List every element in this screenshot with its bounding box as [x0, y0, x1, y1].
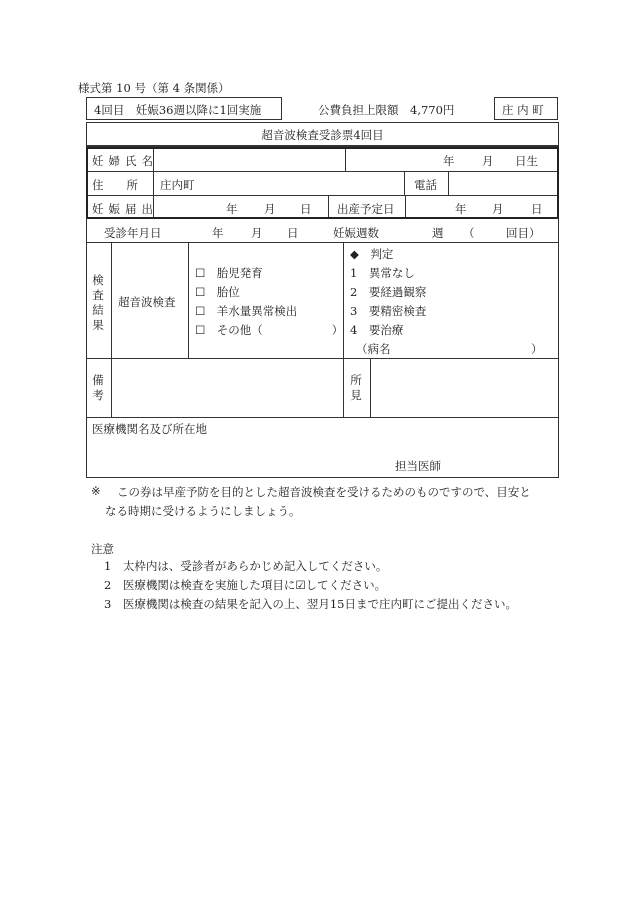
doctor-label: 担当医師: [395, 459, 441, 473]
due-month: 月: [492, 202, 504, 216]
note-line-1: この券は早産予防を目的とした超音波検査を受けるためのものですので、目安と: [117, 485, 531, 499]
divider: [86, 417, 559, 418]
form-number: 様式第 10 号（第 4 条関係）: [78, 81, 230, 95]
due-date-label: 出産予定日: [337, 202, 395, 216]
judgment-option[interactable]: 3 要精密検査: [350, 304, 427, 318]
institution-label: 医療機関名及び所在地: [92, 422, 207, 436]
divider: [345, 149, 346, 171]
name-label: 妊婦氏名: [92, 154, 158, 168]
divider: [88, 195, 557, 196]
result-section-label: 検査結果: [92, 273, 104, 332]
cost-limit: 公費負担上限額 4,770円: [318, 103, 455, 117]
due-day: 日: [531, 202, 543, 216]
divider: [448, 172, 449, 195]
form-title: 超音波検査受診票4回目: [261, 128, 384, 142]
birth-month: 月: [482, 154, 494, 168]
check-fetal-growth[interactable]: ☐ 胎児発育: [195, 266, 263, 280]
visit-info: 4回目 妊娠36週以降に1回実施: [94, 103, 262, 117]
divider: [86, 242, 559, 243]
visit-date-label: 受診年月日: [104, 226, 162, 240]
week-unit: 週: [432, 226, 444, 240]
note-mark: ※: [91, 484, 101, 498]
check-amniotic-fluid[interactable]: ☐ 羊水量異常検出: [195, 304, 298, 318]
disease-open: （病名: [356, 342, 391, 356]
divider: [86, 358, 559, 359]
weeks-label: 妊娠週数: [333, 226, 379, 240]
divider: [370, 358, 371, 417]
divider: [328, 196, 329, 217]
divider: [111, 242, 112, 417]
times-close: 回目）: [506, 226, 541, 240]
address-value: 庄内町: [160, 178, 195, 192]
visit-month: 月: [251, 226, 263, 240]
divider: [188, 242, 189, 358]
note-line-2: なる時期に受けるようにしましょう。: [105, 504, 301, 518]
exam-name: 超音波検査: [118, 295, 176, 309]
judgment-option[interactable]: 2 要経過観察: [350, 285, 427, 299]
caution-item: 1 太枠内は、受診者があらかじめ記入してください。: [104, 559, 388, 573]
check-fetal-position[interactable]: ☐ 胎位: [195, 285, 240, 299]
remarks-label: 備考: [92, 373, 104, 402]
caution-item: 3 医療機関は検査の結果を記入の上、翌月15日まで庄内町にご提出ください。: [104, 597, 517, 611]
check-other[interactable]: ☐ その他（ ）: [195, 323, 344, 337]
disease-close: ）: [531, 342, 543, 356]
caution-title: 注意: [91, 542, 114, 556]
report-year: 年: [226, 202, 238, 216]
visit-year: 年: [212, 226, 224, 240]
divider: [404, 172, 405, 195]
caution-item: 2 医療機関は検査を実施した項目に☑してください。: [104, 578, 387, 592]
report-month: 月: [264, 202, 276, 216]
birth-suffix: 日生: [515, 154, 538, 168]
findings-label: 所見: [350, 373, 362, 402]
pregnancy-report-label: 妊娠届出: [92, 202, 158, 216]
divider: [405, 196, 406, 217]
birth-year: 年: [443, 154, 455, 168]
times-open: （: [463, 226, 475, 240]
judgment-option[interactable]: 1 異常なし: [350, 266, 415, 280]
phone-label: 電話: [414, 178, 437, 192]
municipality: 庄 内 町: [502, 103, 544, 117]
report-day: 日: [300, 202, 312, 216]
address-label: 住 所: [92, 178, 138, 192]
judgment-option[interactable]: 4 要治療: [350, 323, 404, 337]
visit-day: 日: [287, 226, 299, 240]
judgment-label: ◆ 判定: [350, 247, 394, 261]
divider: [88, 171, 557, 172]
due-year: 年: [455, 202, 467, 216]
